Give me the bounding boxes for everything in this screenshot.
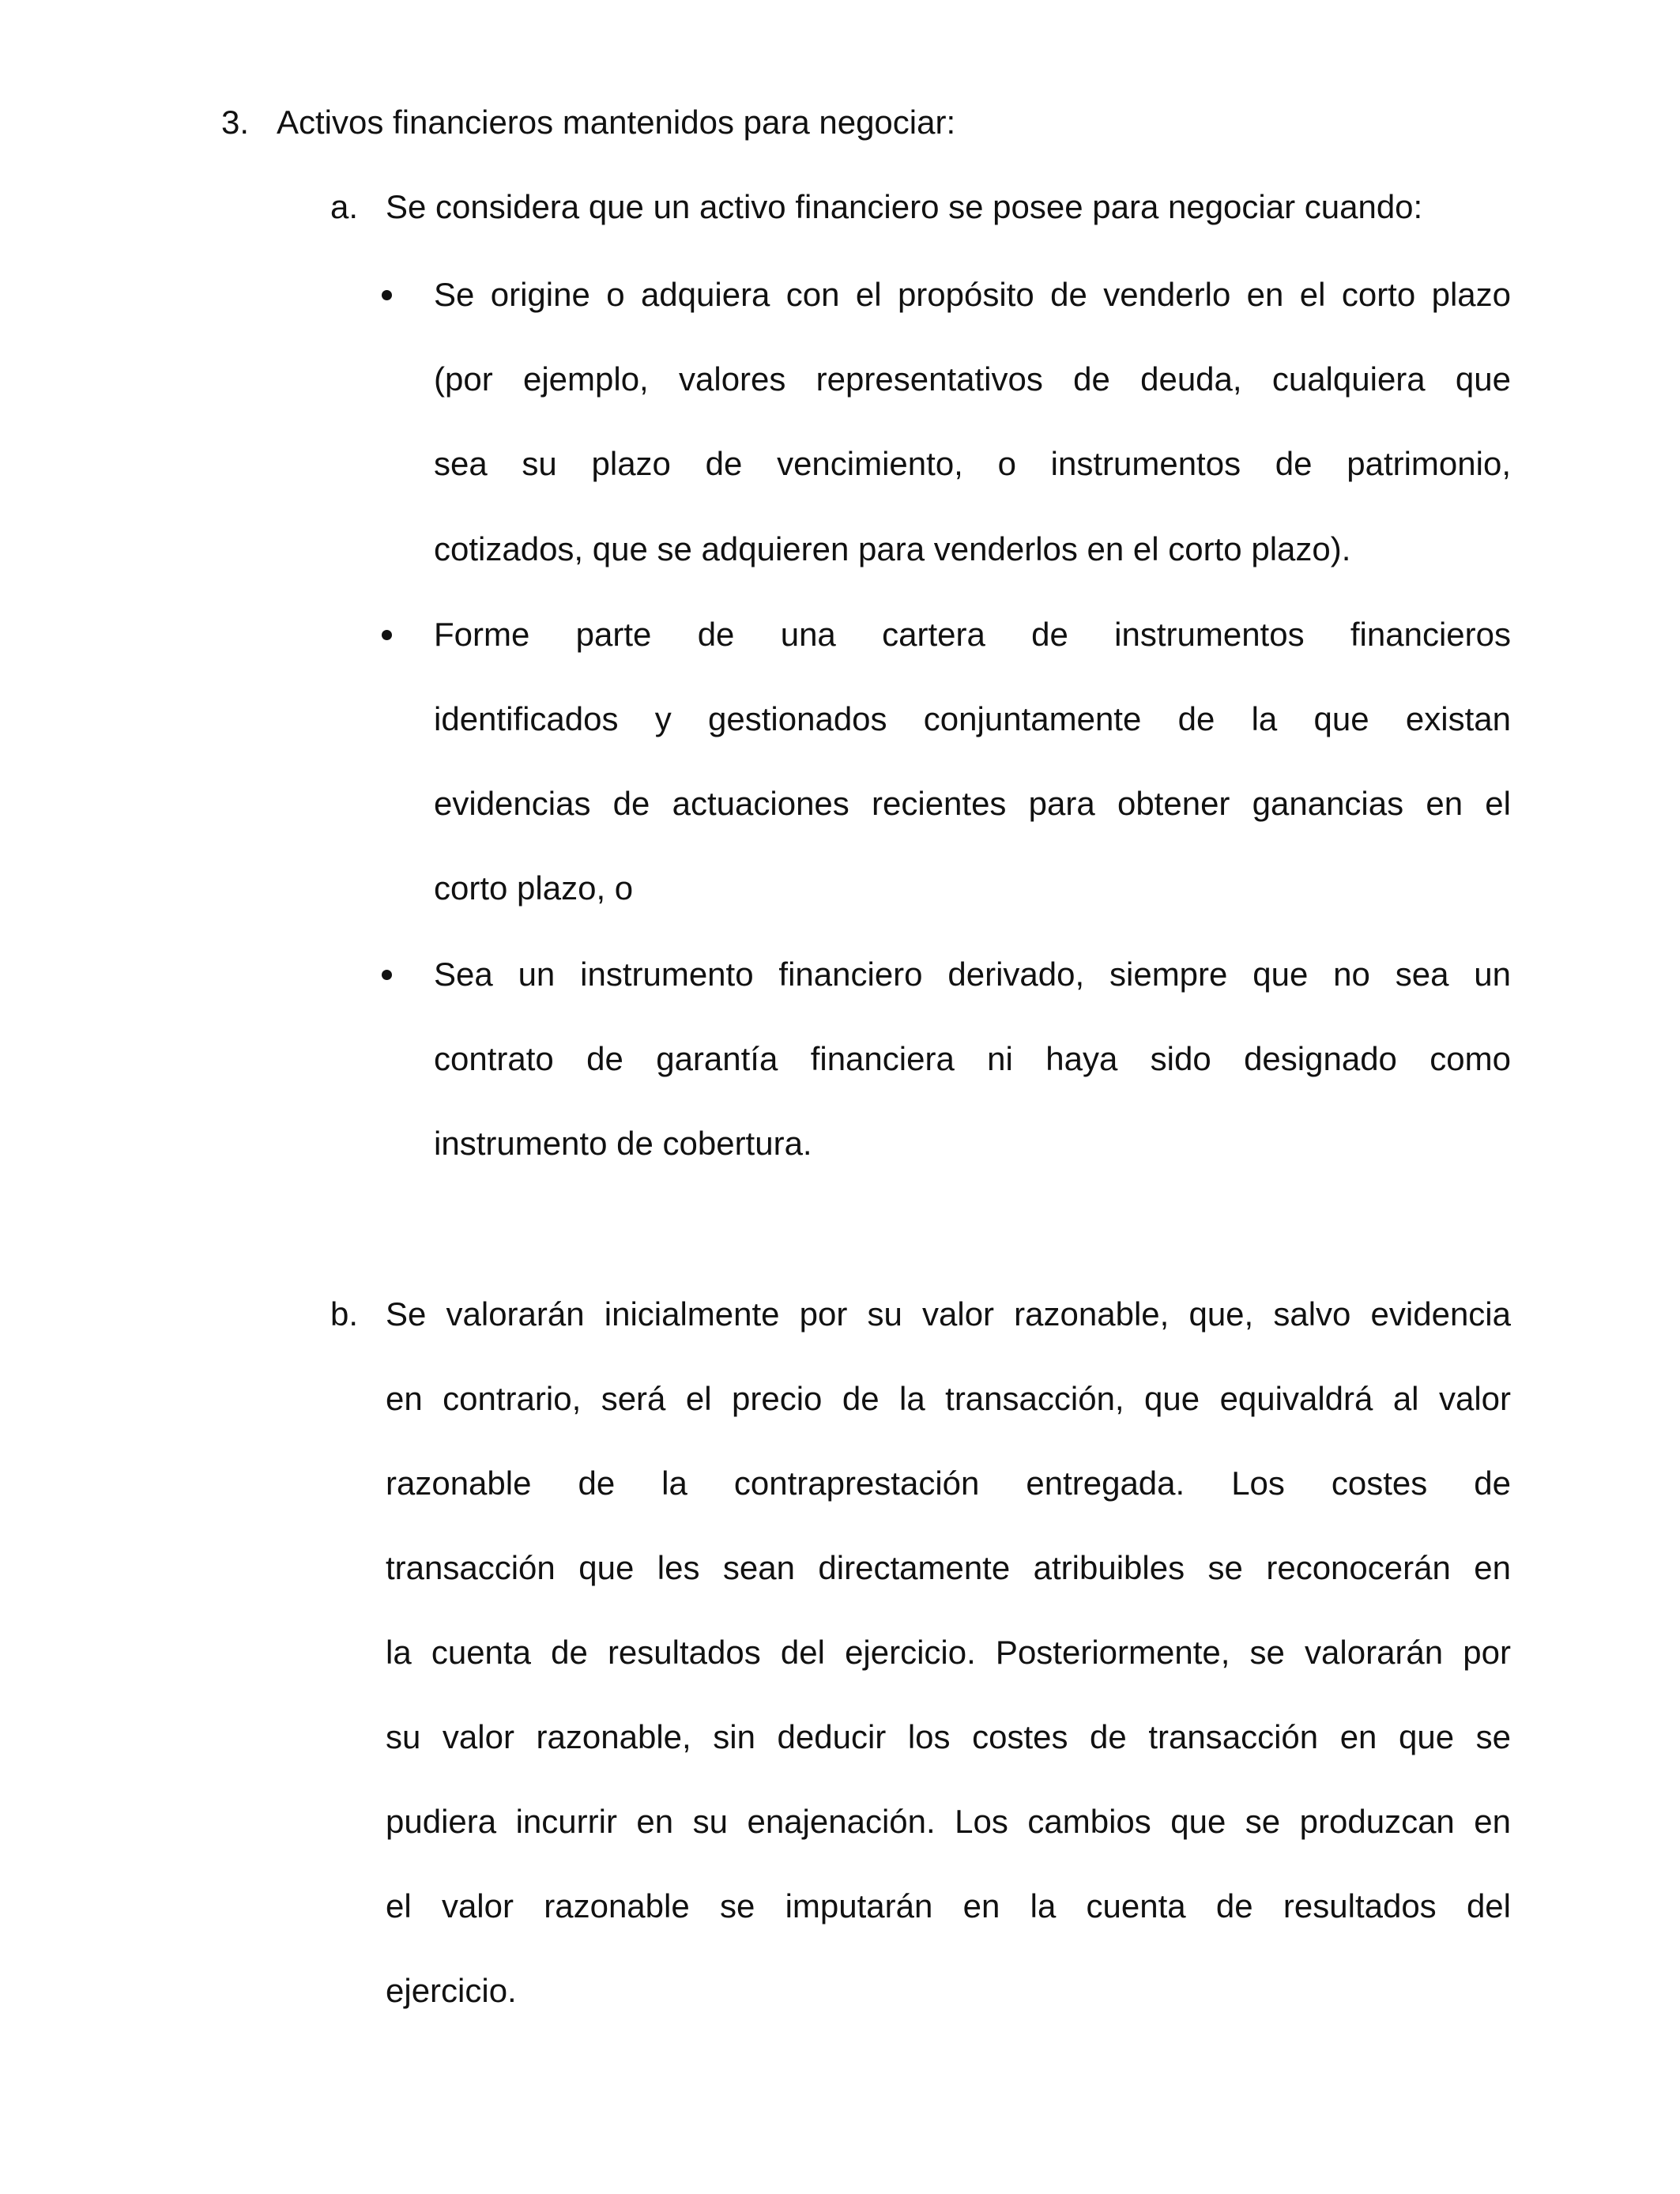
bullet-1-line-2: (por ejemplo, valores representativos de deuda, cualquiera que — [434, 360, 1511, 398]
item-b-line-1: Se valorarán inicialmente por su valor razonable, que, salvo evidencia — [386, 1295, 1511, 1333]
bullet-3-line-1: Sea un instrumento financiero derivado, siempre que no sea un — [434, 956, 1511, 993]
bullet-2-line-1: Forme parte de una cartera de instrumentos financieros — [434, 616, 1511, 653]
item-b-line-9: ejercicio. — [386, 1972, 517, 2009]
item-b-line-3: razonable de la contraprestación entregada. Los costes de — [386, 1465, 1511, 1502]
list-number-3: 3. — [221, 104, 250, 141]
bullet-1-line-1: Se origine o adquiera con el propósito de venderlo en el corto plazo — [434, 276, 1511, 313]
item-b-line-2: en contrario, será el precio de la transacción, que equivaldrá al valor — [386, 1380, 1511, 1417]
bullet-3-line-2: contrato de garantía financiera ni haya sido designado como — [434, 1040, 1511, 1077]
section-title: Activos financieros mantenidos para negociar: — [277, 104, 956, 141]
item-b-line-4: transacción que les sean directamente atribuibles se reconocerán en — [386, 1549, 1511, 1586]
bullet-dot-2 — [382, 630, 392, 640]
list-letter-a: a. — [330, 188, 359, 225]
bullet-dot-3 — [382, 970, 392, 980]
bullet-3-line-3: instrumento de cobertura. — [434, 1125, 812, 1162]
bullet-2-line-3: evidencias de actuaciones recientes para obtener ganancias en el — [434, 785, 1511, 822]
bullet-1-line-3: sea su plazo de vencimiento, o instrumentos de patrimonio, — [434, 445, 1511, 482]
list-letter-b: b. — [330, 1295, 359, 1333]
item-a-intro: Se considera que un activo financiero se posee para negociar cuando: — [386, 188, 1423, 225]
bullet-1-line-4: cotizados, que se adquieren para venderlos en el corto plazo). — [434, 530, 1351, 567]
item-b-line-8: el valor razonable se imputarán en la cuenta de resultados del — [386, 1887, 1511, 1924]
bullet-dot-1 — [382, 290, 392, 300]
bullet-2-line-4: corto plazo, o — [434, 869, 634, 907]
item-b-line-6: su valor razonable, sin deducir los costes de transacción en que se — [386, 1718, 1511, 1755]
item-b-line-7: pudiera incurrir en su enajenación. Los cambios que se produzcan en — [386, 1803, 1511, 1840]
bullet-2-line-2: identificados y gestionados conjuntamente de la que existan — [434, 700, 1511, 737]
item-b-line-5: la cuenta de resultados del ejercicio. Posteriormente, se valorarán por — [386, 1634, 1511, 1671]
